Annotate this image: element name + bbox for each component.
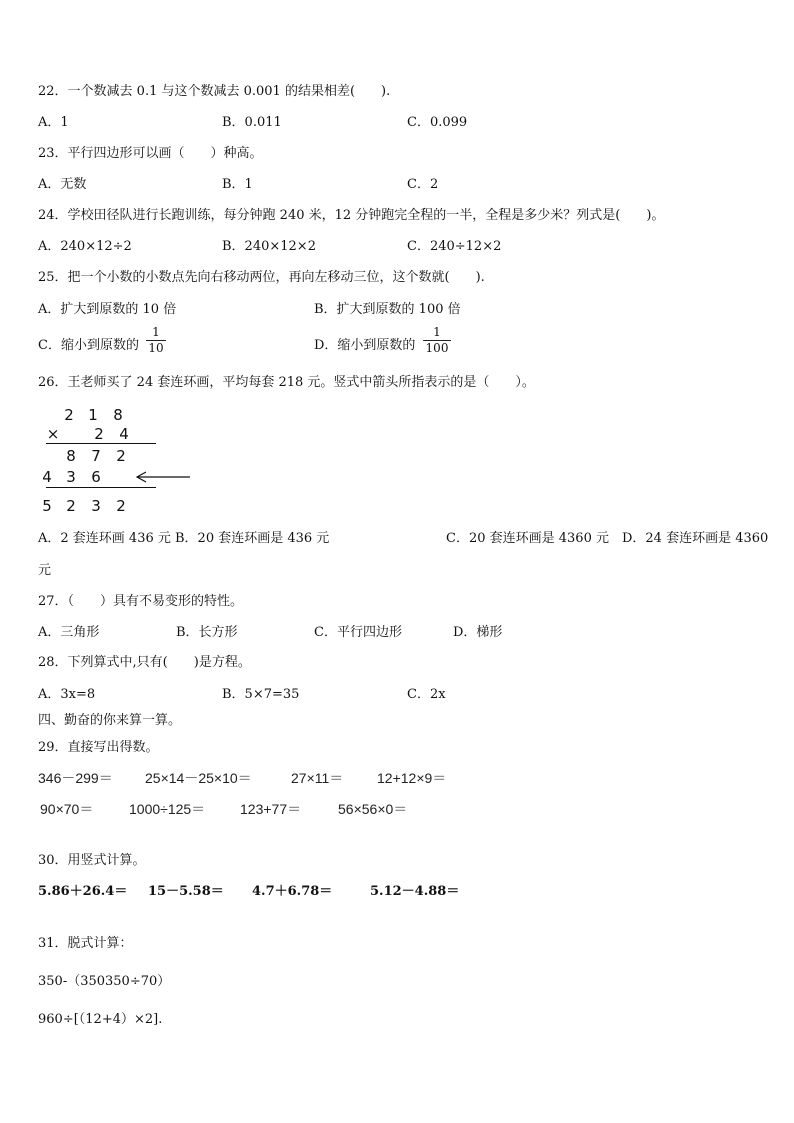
q22-option-a[interactable]: A．1 bbox=[38, 115, 69, 130]
fraction-numerator: 1 bbox=[152, 325, 160, 339]
fraction-numerator: 1 bbox=[433, 325, 441, 339]
q27-option-d[interactable]: D．梯形 bbox=[453, 625, 503, 640]
q31-stem: 31．脱式计算： bbox=[38, 936, 133, 951]
q29-item: 1000÷125＝ bbox=[129, 801, 206, 817]
q27-option-b[interactable]: B．长方形 bbox=[176, 625, 238, 640]
digit: 3 bbox=[91, 497, 101, 515]
q25-stem: 25．把一个小数的小数点先向右移动两位，再向左移动三位，这个数就( ). bbox=[38, 270, 485, 285]
q24-option-b[interactable]: B．240×12×2 bbox=[222, 239, 316, 254]
q27-stem: 27．（ ）具有不易变形的特性。 bbox=[38, 594, 244, 609]
digit: 3 bbox=[66, 468, 76, 486]
q29-item: 12+12×9＝ bbox=[377, 770, 447, 786]
q22-stem: 22．一个数减去 0.1 与这个数减去 0.001 的结果相差( ). bbox=[38, 84, 391, 99]
section-4-heading: 四、勤奋的你来算一算。 bbox=[38, 713, 182, 728]
vertical-multiplication bbox=[36, 400, 196, 520]
q22-option-b[interactable]: B．0.011 bbox=[222, 115, 282, 130]
divider-line bbox=[46, 443, 156, 444]
digit: 8 bbox=[113, 406, 123, 424]
q26-options-ab[interactable]: A．2 套连环画 436 元 B．20 套连环画是 436 元 bbox=[38, 531, 330, 546]
q24-stem: 24．学校田径队进行长跑训练，每分钟跑 240 米，12 分钟跑完全程的一半，全程是多少米？列式是( )。 bbox=[38, 208, 665, 223]
q25-option-d-fraction bbox=[423, 326, 451, 355]
q23-option-c[interactable]: C．2 bbox=[407, 177, 439, 192]
digit: 8 bbox=[66, 447, 76, 465]
fraction-denominator: 10 bbox=[148, 341, 164, 355]
digit: 2 bbox=[116, 447, 126, 465]
q29-item: 25×14－25×10＝ bbox=[145, 770, 252, 786]
q30-item: 4.7＋6.78＝ bbox=[252, 884, 333, 899]
q23-stem: 23．平行四边形可以画（ ）种高。 bbox=[38, 146, 263, 161]
q28-stem: 28．下列算式中,只有( )是方程。 bbox=[38, 655, 251, 670]
digit: 2 bbox=[64, 406, 74, 424]
q30-item: 15－5.58＝ bbox=[148, 884, 224, 899]
q31-expression-2: 960÷[（12+4）×2]. bbox=[38, 1012, 163, 1027]
q25-option-a[interactable]: A．扩大到原数的 10 倍 bbox=[38, 302, 177, 317]
q29-item: 123+77＝ bbox=[240, 801, 302, 817]
digit: 5 bbox=[42, 497, 52, 515]
digit: 6 bbox=[91, 468, 101, 486]
q24-option-a[interactable]: A．240×12÷2 bbox=[38, 239, 132, 254]
q25-option-b[interactable]: B．扩大到原数的 100 倍 bbox=[314, 302, 461, 317]
digit: 1 bbox=[88, 406, 98, 424]
q28-option-b[interactable]: B．5×7=35 bbox=[222, 687, 300, 702]
q29-item: 56×56×0＝ bbox=[338, 801, 408, 817]
q27-option-c[interactable]: C．平行四边形 bbox=[314, 625, 402, 640]
q22-option-c[interactable]: C．0.099 bbox=[407, 115, 468, 130]
q29-item: 90×70＝ bbox=[40, 801, 94, 817]
q26-options-cd[interactable]: C．20 套连环画是 4360 元 D．24 套连环画是 4360 bbox=[446, 531, 769, 546]
q29-stem: 29．直接写出得数。 bbox=[38, 740, 159, 755]
digit: 2 bbox=[66, 497, 76, 515]
q30-item: 5.86＋26.4＝ bbox=[38, 884, 128, 899]
q27-option-a[interactable]: A．三角形 bbox=[38, 625, 100, 640]
q24-option-c[interactable]: C．240÷12×2 bbox=[407, 239, 502, 254]
q29-item: 27×11＝ bbox=[291, 770, 344, 786]
q25-option-c-fraction bbox=[146, 326, 166, 355]
digit: 2 bbox=[116, 497, 126, 515]
digit: 4 bbox=[42, 468, 52, 486]
arrow-left-icon bbox=[134, 470, 192, 484]
q25-option-d[interactable]: D．缩小到原数的 bbox=[314, 338, 416, 353]
digit: 7 bbox=[91, 447, 101, 465]
q23-option-a[interactable]: A．无数 bbox=[38, 177, 87, 192]
q26-stem: 26．王老师买了 24 套连环画，平均每套 218 元。竖式中箭头所指表示的是（ ）。 bbox=[38, 375, 535, 390]
digit: 4 bbox=[119, 425, 129, 443]
q28-option-a[interactable]: A．3x=8 bbox=[38, 687, 96, 702]
fraction-denominator: 100 bbox=[425, 341, 449, 355]
multiply-sign: × bbox=[46, 425, 60, 443]
digit: 2 bbox=[94, 425, 104, 443]
q25-option-c[interactable]: C．缩小到原数的 bbox=[38, 338, 139, 353]
q23-option-b[interactable]: B．1 bbox=[222, 177, 253, 192]
q26-options-cd-tail: 元 bbox=[38, 563, 52, 578]
q29-item: 346－299＝ bbox=[38, 770, 113, 786]
q28-option-c[interactable]: C．2x bbox=[407, 687, 446, 702]
q30-stem: 30．用竖式计算。 bbox=[38, 853, 146, 868]
q30-item: 5.12－4.88＝ bbox=[370, 884, 460, 899]
q31-expression-1: 350-（350350÷70） bbox=[38, 974, 171, 989]
divider-line bbox=[46, 487, 156, 488]
